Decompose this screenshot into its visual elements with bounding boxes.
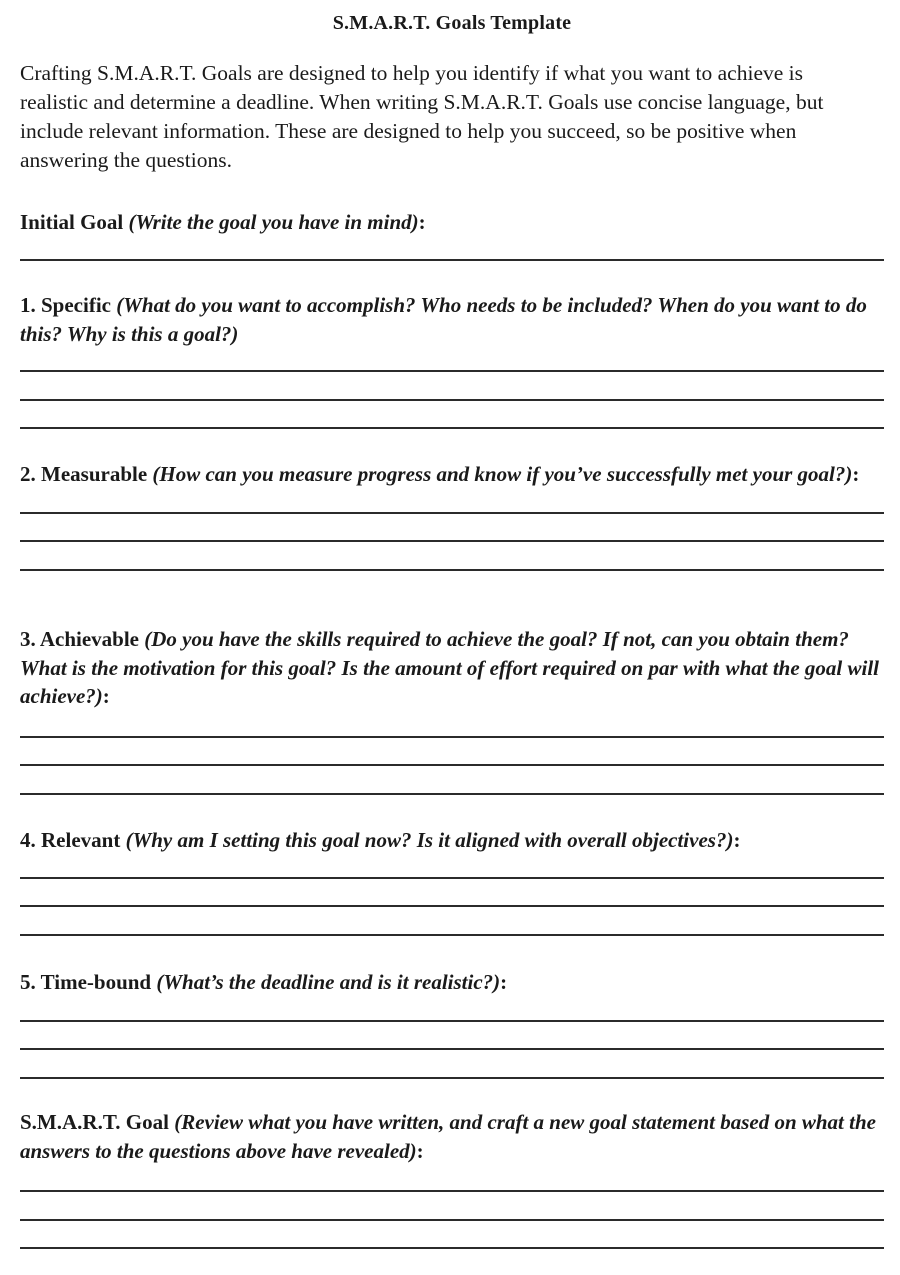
- answer-line[interactable]: [20, 736, 884, 738]
- answer-lines: [20, 259, 884, 261]
- section-prompt: (How can you measure progress and know if you’ve successfully met your goal?): [152, 462, 853, 486]
- answer-line[interactable]: [20, 1048, 884, 1050]
- answer-line[interactable]: [20, 540, 884, 542]
- answer-line[interactable]: [20, 764, 884, 766]
- section-colon: :: [416, 1138, 424, 1163]
- section-initial-goal: [20, 208, 884, 261]
- section-achievable: [20, 625, 884, 795]
- section-heading: [20, 625, 884, 711]
- answer-line[interactable]: [20, 259, 884, 261]
- answer-line[interactable]: [20, 370, 884, 372]
- section-prompt: (Do you have the skills required to achieve the goal? If not, can you obtain them? What is the motivation for this goal? Is the amount of effort required on par with what the goal will achieve?): [20, 627, 880, 708]
- answer-lines: [20, 370, 884, 429]
- section-heading: [20, 1108, 884, 1165]
- answer-line[interactable]: [20, 877, 884, 879]
- section-smart-goal: [20, 1108, 884, 1249]
- answer-line[interactable]: [20, 1219, 884, 1221]
- answer-lines: [20, 877, 884, 936]
- answer-line[interactable]: [20, 1020, 884, 1022]
- section-label: 5. Time-bound: [20, 970, 157, 994]
- section-measurable: [20, 460, 884, 571]
- section-heading: [20, 826, 884, 855]
- section-heading: [20, 208, 884, 237]
- section-heading: [20, 291, 884, 348]
- answer-line[interactable]: [20, 1190, 884, 1192]
- section-specific: [20, 291, 884, 429]
- section-label: Initial Goal: [20, 210, 129, 234]
- section-time-bound: [20, 968, 884, 1079]
- answer-line[interactable]: [20, 427, 884, 429]
- section-relevant: [20, 826, 884, 936]
- section-prompt: (What do you want to accomplish? Who needs to be included? When do you want to do this? Why is this a goal?): [20, 293, 867, 346]
- section-colon: :: [102, 684, 110, 708]
- section-label: 3. Achievable: [20, 627, 145, 651]
- section-prompt: (What’s the deadline and is it realistic?): [156, 970, 501, 994]
- answer-line[interactable]: [20, 1247, 884, 1249]
- answer-lines: [20, 1190, 884, 1249]
- section-colon: :: [733, 828, 741, 852]
- section-colon: :: [418, 210, 426, 234]
- intro-paragraph: Crafting S.M.A.R.T. Goals are designed to help you identify if what you want to achieve is realistic and determine a deadline. When writing S.M.A.R.T. Goals use concise language, but include relevant information. These are designed to help you succeed, so be positive when answering the questions.: [20, 61, 824, 172]
- answer-lines: [20, 512, 884, 571]
- section-colon: :: [852, 462, 860, 486]
- section-label: 4. Relevant: [20, 828, 126, 852]
- section-prompt: (Write the goal you have in mind): [128, 210, 419, 234]
- section-heading: [20, 460, 884, 489]
- answer-line[interactable]: [20, 793, 884, 795]
- answer-line[interactable]: [20, 569, 884, 571]
- answer-lines: [20, 1020, 884, 1079]
- section-heading: [20, 968, 884, 997]
- answer-line[interactable]: [20, 512, 884, 514]
- section-colon: :: [500, 970, 508, 994]
- section-label: 2. Measurable: [20, 462, 153, 486]
- section-prompt: (Review what you have written, and craft a new goal statement based on what the answers to the questions above have revealed): [20, 1110, 876, 1163]
- section-prompt: (Why am I setting this goal now? Is it aligned with overall objectives?): [125, 828, 734, 852]
- section-label: S.M.A.R.T. Goal: [20, 1110, 175, 1134]
- answer-line[interactable]: [20, 399, 884, 401]
- section-label: 1. Specific: [20, 293, 117, 317]
- answer-line[interactable]: [20, 1077, 884, 1079]
- answer-lines: [20, 736, 884, 795]
- answer-line[interactable]: [20, 934, 884, 936]
- answer-line[interactable]: [20, 905, 884, 907]
- page-title: S.M.A.R.T. Goals Template: [332, 12, 572, 34]
